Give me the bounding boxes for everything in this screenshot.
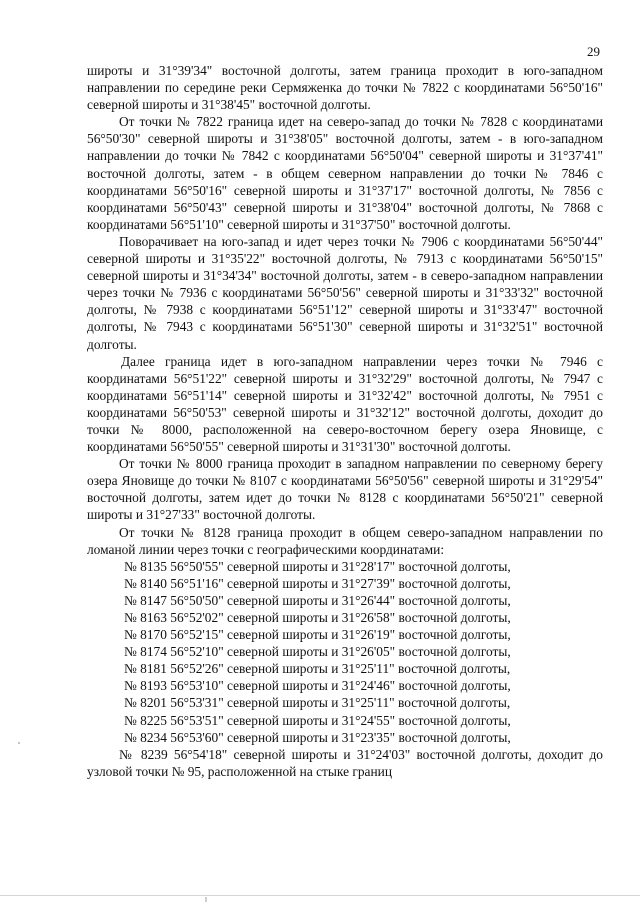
paragraph-continuation: широты и 31°39'34" восточной долготы, затем граница проходит в юго-западном направлении по середине реки Сермяженка до точки № 7822 с координатами 56°50'16" северной широты и 31°38'45" восточной долготы. — [87, 63, 603, 113]
list-item: № 8147 56°50'50" северной широты и 31°26'44" восточной долготы, — [124, 592, 511, 608]
list-item: № 8140 56°51'16" северной широты и 31°27'39" восточной долготы, — [124, 575, 511, 591]
list-item: № 8193 56°53'10" северной широты и 31°24'46" восточной долготы, — [124, 678, 511, 694]
list-item: № 8135 56°50'55" северной широты и 31°28'17" восточной долготы, — [124, 558, 511, 574]
scan-tick-mark — [205, 897, 207, 902]
list-item: № 8181 56°52'26" северной широты и 31°25'11" восточной долготы, — [124, 661, 511, 677]
paragraph-southwest-turn: Поворачивает на юго-запад и идет через точки № 7906 с координатами 56°50'44" северной широты и 31°35'22" восточной долготы, № 7913 с координатами 56°50'15" северной широты и 31°34'34" восточной долготы, затем - в северо-западном направлении через точки № 7936 с координатами 56°50'56" северной широты и 31°33'32" восточной долготы, № 7938 с координатами 56°51'12" северной широты и 31°33'47" восточной долготы, № 7943 с координатами 56°51'30" северной широты и 31°32'51" восточной долготы. — [87, 233, 603, 352]
page-bottom-edge — [0, 895, 640, 896]
list-item: № 8170 56°52'15" северной широты и 31°26'19" восточной долготы, — [124, 627, 511, 643]
list-item: № 8163 56°52'02" северной широты и 31°26'58" восточной долготы, — [124, 610, 511, 625]
list-item: № 8225 56°53'51" северной широты и 31°24'55" восточной долготы, — [124, 712, 511, 728]
coordinate-points-list — [87, 558, 603, 746]
list-item: № 8234 56°53'60" северной широты и 31°23'35" восточной долготы, — [124, 729, 511, 745]
list-item: № 8201 56°53'31" северной широты и 31°25'11" восточной долготы, — [124, 695, 511, 711]
paragraph-point-8128: От точки № 8128 граница проходит в общем северо-западном направлении по ломаной линии через точки с географическими координатами: — [87, 524, 603, 557]
document-body — [87, 62, 603, 780]
paragraph-point-8000: От точки № 8000 граница проходит в западном направлении по северному берегу озера Яновище до точки № 8107 с координатами 56°50'56" северной широты и 31°29'54" восточной долготы, затем идет до точки № 8128 с координатами 56°50'21" северной широты и 31°27'33" восточной долготы. — [87, 456, 603, 523]
paragraph-point-7946: Далее граница идет в юго-западном направлении через точки № 7946 с координатами 56°51'22" северной широты и 31°32'29" восточной долготы, № 7947 с координатами 56°51'14" северной широты и 31°32'42" восточной долготы, № 7951 с координатами 56°50'53" северной широты и 31°32'12" восточной долготы, доходит до точки № 8000, расположенной на северо-восточном берегу озера Яновище, с координатами 56°50'55" северной широты и 31°31'30" восточной долготы. — [87, 353, 603, 455]
scan-mark — [18, 742, 20, 744]
page-number: 29 — [587, 44, 600, 59]
paragraph-point-8239: № 8239 56°54'18" северной широты и 31°24'03" восточной долготы, доходит до узловой точки № 95, расположенной на стыке границ — [87, 746, 603, 779]
paragraph-point-7822: От точки № 7822 граница идет на северо-запад до точки № 7828 с координатами 56°50'30" северной широты и 31°38'05" восточной долготы, затем - в юго-западном направлении до точки № 7842 с координатами 56°50'04" северной широты и 31°37'41" восточной долготы, затем - в общем северном направлении до точки № 7846 с координатами 56°50'16" северной широты и 31°37'17" восточной долготы, № 7856 с координатами 56°50'43" северной широты и 31°38'04" восточной долготы, № 7868 с координатами 56°51'10" северной широты и 31°37'50" восточной долготы. — [87, 114, 603, 232]
list-item: № 8174 56°52'10" северной широты и 31°26'05" восточной долготы, — [124, 644, 511, 660]
